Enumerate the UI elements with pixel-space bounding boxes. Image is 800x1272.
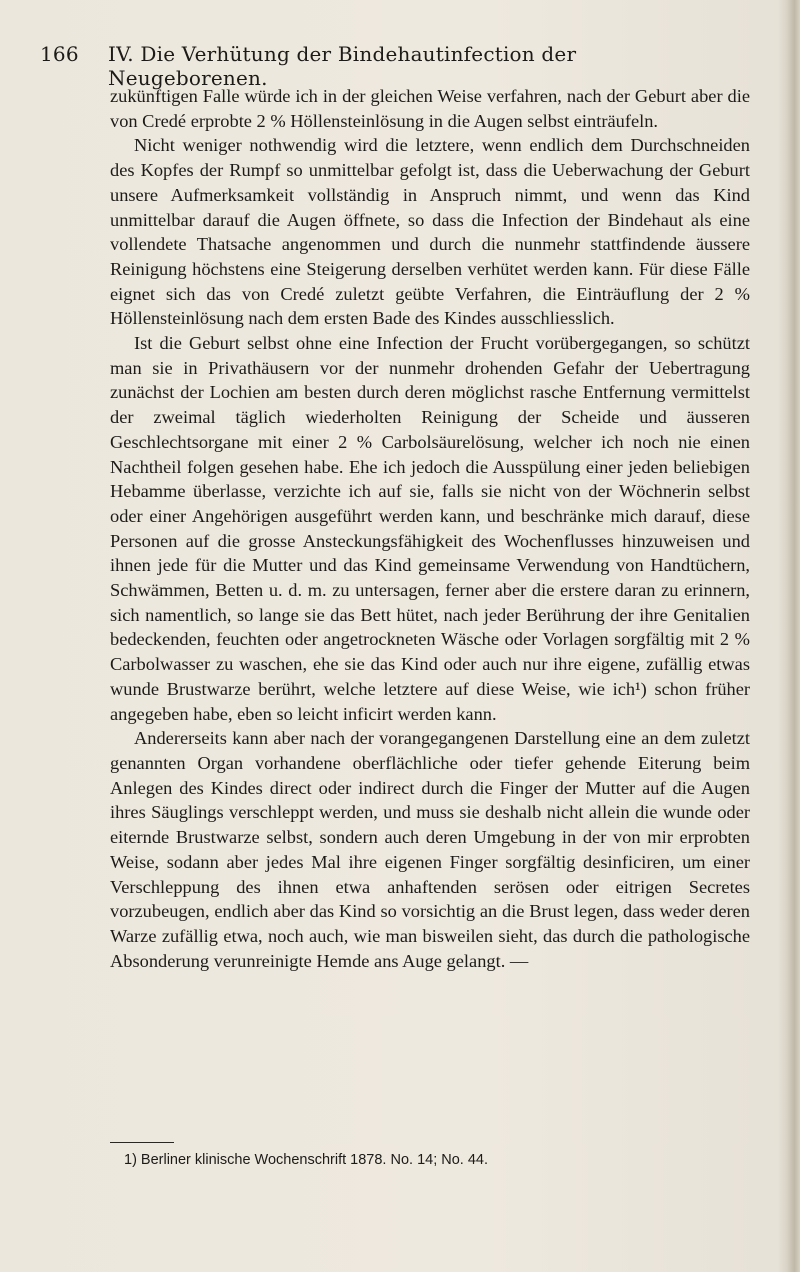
- footnote: 1) Berliner klinische Wochenschrift 1878. No. 14; No. 44.: [124, 1152, 489, 1168]
- paragraph: Nicht weniger nothwendig wird die letztere, wenn endlich dem Durchschneiden des Kopfes der Rumpf so unmittelbar gefolgt ist, dass die Ueberwachung der Geburt unsere Aufmerksamkeit vollständig in Anspruch nimmt, und wenn das Kind unmittelbar darauf die Augen öffnete, so dass die Infection der Bindehaut als eine vollendete Thatsache angenommen und durch die nunmehr stattfindende äussere Reinigung höchstens eine Steigerung derselben verhütet werden kann. Für diese Fälle eignet sich das von Credé zuletzt geübte Verfahren, die Einträuflung der 2 % Höllensteinlösung nach dem ersten Bade des Kindes ausschliesslich.: [110, 135, 750, 329]
- paragraph: Andererseits kann aber nach der vorangegangenen Darstellung eine an dem zuletzt genannten Organ vorhandene oberflächliche oder tiefer gehende Eiterung beim Anlegen des Kindes direct oder indirect durch die Finger der Mutter auf die Augen ihres Säuglings verschleppt werden, und muss sie deshalb nicht allein die wunde oder eiternde Brustwarze selbst, sondern auch deren Umgebung in der von mir erprobten Weise, sodann aber jedes Mal ihre eigenen Finger sorgfältig desinficiren, um einer Verschleppung des ihnen etwa anhaftenden serösen oder eitrigen Secretes vorzubeugen, endlich aber das Kind so vorsichtig an die Brust legen, dass weder deren Warze zufällig etwa, noch auch, wie man bisweilen sieht, das durch die pathologische Absonderung verunreinigte Hemde ans Auge gelangt. —: [110, 728, 750, 971]
- page-edge-shadow: [778, 0, 800, 1272]
- body-text: [110, 84, 750, 973]
- paragraph: zukünftigen Falle würde ich in der gleichen Weise verfahren, nach der Geburt aber die von Credé erprobte 2 % Höllensteinlösung in die Augen selbst einträufeln.: [110, 86, 750, 131]
- page-number: 166: [40, 42, 79, 66]
- running-header: [40, 42, 740, 90]
- running-title: IV. Die Verhütung der Bindehautinfection der Neugeborenen.: [108, 42, 577, 90]
- footnote-divider: [110, 1142, 174, 1143]
- paragraph: Ist die Geburt selbst ohne eine Infection der Frucht vorübergegangen, so schützt man sie in Privathäusern vor der nunmehr drohenden Gefahr der Uebertragung zunächst der Lochien am besten durch deren möglichst rasche Entfernung vermittelst der zweimal täglich wiederholten Reinigung der Scheide und äusseren Geschlechtsorgane mit einer 2 % Carbolsäurelösung, welcher ich noch nie einen Nachtheil folgen gesehen habe. Ehe ich jedoch die Ausspülung einer jeden beliebigen Hebamme überlasse, verzichte ich auf sie, falls sie nicht von der Wöchnerin selbst oder einer Angehörigen ausgeführt werden kann, und beschränke mich darauf, diese Personen auf die grosse Ansteckungsfähigkeit des Wochenflusses hinzuweisen und ihnen jede für die Mutter und das Kind gemeinsame Verwendung von Handtüchern, Schwämmen, Betten u. d. m. zu untersagen, ferner aber die erstere daran zu erinnern, sich namentlich, so lange sie das Bett hütet, nach jeder Berührung der ihre Genitalien bedeckenden, feuchten oder angetrockneten Wäsche oder Vorlagen sorgfältig mit 2 % Carbolwasser zu waschen, ehe sie das Kind oder auch nur ihre eigene, zufällig etwas wunde Brustwarze berührt, welche letztere auf diese Weise, wie ich¹) schon früher angegeben habe, eben so leicht inficirt werden kann.: [110, 333, 750, 724]
